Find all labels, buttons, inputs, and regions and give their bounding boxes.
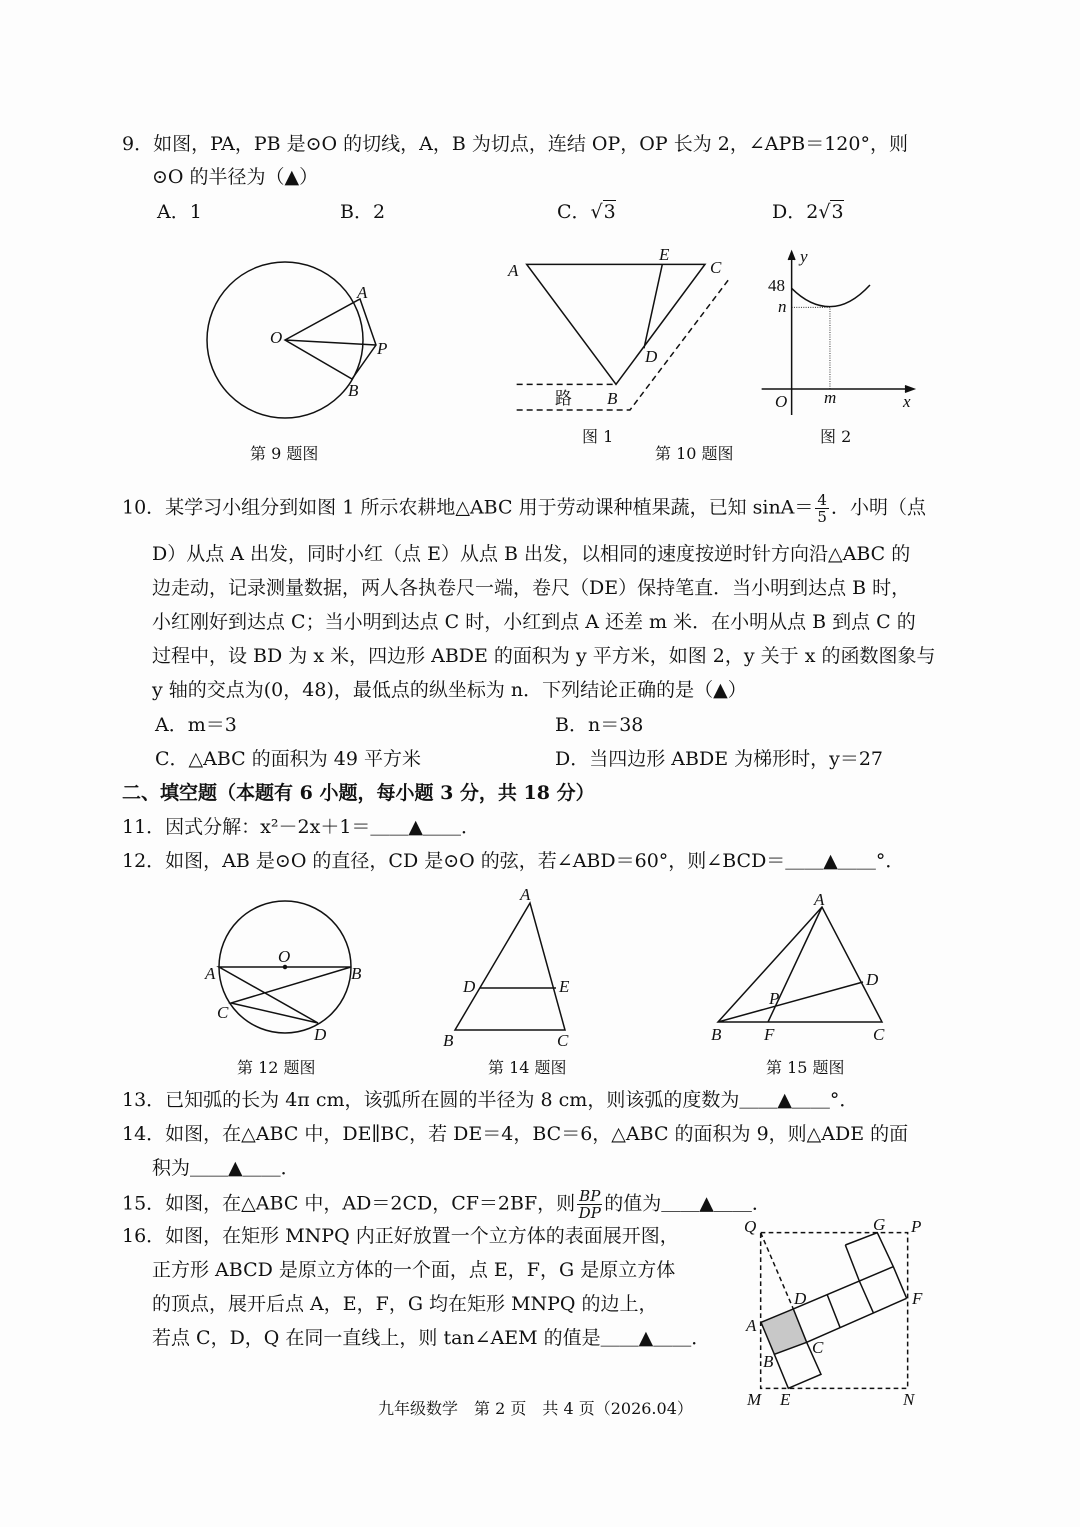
q10-option-c: C．△ABC 的面积为 49 平方米 bbox=[155, 748, 422, 770]
q10-line4: 小红刚好到达点 C；当小明到达点 C 时，小红到点 A 还差 m 米．在小明从点 B 到点 C 的 bbox=[152, 611, 916, 633]
q12-caption: 第 12 题图 bbox=[237, 1058, 316, 1077]
label-O: O bbox=[278, 947, 291, 966]
q10-line3: 边走动，记录测量数据，两人各执卷尺一端，卷尺（DE）保持笔直．当小明到达点 B 时， bbox=[152, 577, 911, 599]
label-y: y bbox=[800, 247, 808, 266]
q9-line2: ⊙O 的半径为（▲） bbox=[152, 166, 319, 188]
figure-q15 bbox=[711, 890, 885, 1044]
q9-caption: 第 9 题图 bbox=[250, 444, 319, 463]
q13: 13．已知弧的长为 4π cm，该弧所在圆的半径为 8 cm，则该弧的度数为＿＿▲＿＿°． bbox=[122, 1089, 859, 1111]
label-A: A bbox=[814, 890, 825, 909]
label-B: B bbox=[351, 964, 362, 983]
fraction bbox=[815, 492, 829, 525]
fraction bbox=[577, 1188, 602, 1221]
q16-line2: 正方形 ABCD 是原立方体的一个面，点 E，F，G 是原立方体 bbox=[152, 1259, 676, 1281]
label-E: E bbox=[780, 1390, 791, 1409]
q10-option-a: A．m＝3 bbox=[155, 714, 237, 736]
label-O: O bbox=[775, 392, 788, 411]
q14-line1: 14．如图，在△ABC 中，DE∥BC，若 DE＝4，BC＝6，△ABC 的面积为 9，则△ADE 的面 bbox=[122, 1123, 909, 1145]
q9-option-d: D．2√3 bbox=[772, 201, 844, 223]
numerator: BP bbox=[579, 1187, 601, 1205]
label-A: A bbox=[746, 1316, 757, 1335]
label-C: C bbox=[557, 1031, 569, 1050]
q9-option-c: C．√3 bbox=[557, 201, 616, 223]
label-48: 48 bbox=[768, 276, 785, 295]
q11: 11．因式分解：x²－2x＋1＝＿＿▲＿＿． bbox=[122, 816, 481, 838]
q10-line6: y 轴的交点为(0，48)，最低点的纵坐标为 n．下列结论正确的是（▲） bbox=[152, 679, 747, 701]
q15 bbox=[122, 1188, 771, 1221]
label-D: D bbox=[314, 1025, 327, 1044]
label-C: C bbox=[710, 258, 722, 277]
label-D: D bbox=[866, 970, 879, 989]
label-B: B bbox=[348, 381, 359, 400]
q9-line1: 9．如图，PA，PB 是⊙O 的切线，A，B 为切点，连结 OP，OP 长为 2，∠APB＝120°，则 bbox=[122, 133, 908, 155]
q10-line2: D）从点 A 出发，同时小红（点 E）从点 B 出发，以相同的速度按逆时针方向沿△ABC 的 bbox=[152, 543, 911, 565]
label-D: D bbox=[794, 1289, 807, 1308]
text: 10．某学习小组分到如图 1 所示农耕地△ABC 用于劳动课种植果蔬，已知 sinA＝ bbox=[122, 496, 814, 519]
label-road: 路 bbox=[555, 389, 572, 408]
label-C: C bbox=[217, 1003, 229, 1022]
q10-caption: 第 10 题图 bbox=[655, 444, 734, 463]
label-M: M bbox=[747, 1390, 762, 1409]
q14-line2: 积为＿＿▲＿＿． bbox=[152, 1157, 300, 1179]
q16-line3: 的顶点，展开后点 A，E，F，G 均在矩形 MNPQ 的边上， bbox=[152, 1293, 658, 1315]
figure-q9 bbox=[207, 262, 387, 418]
label-B: B bbox=[763, 1352, 774, 1371]
q12: 12．如图，AB 是⊙O 的直径，CD 是⊙O 的弦，若∠ABD＝60°，则∠BCD＝＿＿▲＿＿°． bbox=[122, 850, 905, 872]
text: ．小明（点 bbox=[830, 496, 926, 519]
denominator: 5 bbox=[817, 508, 827, 526]
q10-line1 bbox=[122, 492, 926, 525]
section-2-heading: 二、填空题（本题有 6 小题，每小题 3 分，共 18 分） bbox=[122, 782, 595, 804]
label-P: P bbox=[377, 339, 388, 358]
q10-option-b: B．n＝38 bbox=[555, 714, 644, 736]
figure-q10-1 bbox=[507, 245, 728, 410]
q16-line1: 16．如图，在矩形 MNPQ 内正好放置一个立方体的表面展开图， bbox=[122, 1225, 679, 1247]
label-A: A bbox=[205, 964, 216, 983]
label-O: O bbox=[270, 328, 283, 347]
label-P: P bbox=[769, 989, 780, 1008]
option-label: D．2 bbox=[772, 201, 819, 223]
label-C: C bbox=[873, 1025, 885, 1044]
label-G: G bbox=[873, 1215, 886, 1234]
q15-caption: 第 15 题图 bbox=[766, 1058, 845, 1077]
label-E: E bbox=[659, 245, 670, 264]
label-N: N bbox=[903, 1390, 915, 1409]
option-label: C． bbox=[557, 201, 591, 223]
q10-line5: 过程中，设 BD 为 x 米，四边形 ABDE 的面积为 y 平方米，如图 2，y 关于 x 的函数图象与 bbox=[152, 645, 936, 667]
q10-fig1-caption: 图 1 bbox=[582, 427, 614, 446]
label-A: A bbox=[520, 885, 531, 904]
q16-line4: 若点 C，D，Q 在同一直线上，则 tan∠AEM 的值是＿＿▲＿＿． bbox=[152, 1327, 711, 1349]
label-B: B bbox=[711, 1025, 722, 1044]
page-footer: 九年级数学 第 2 页 共 4 页（2026.04） bbox=[378, 1399, 693, 1418]
label-F: F bbox=[912, 1289, 923, 1308]
label-B: B bbox=[607, 389, 618, 408]
label-C: C bbox=[812, 1338, 824, 1357]
sqrt-value: 3 bbox=[831, 201, 844, 223]
q10-option-d: D．当四边形 ABDE 为梯形时，y＝27 bbox=[555, 748, 884, 770]
figure-q10-2 bbox=[762, 247, 914, 415]
label-D: D bbox=[645, 347, 658, 366]
numerator: 4 bbox=[817, 491, 827, 509]
figure-q16 bbox=[744, 1215, 923, 1409]
label-F: F bbox=[764, 1025, 775, 1044]
label-Q: Q bbox=[744, 1217, 757, 1236]
q9-option-b: B．2 bbox=[340, 201, 386, 223]
label-P: P bbox=[911, 1217, 922, 1236]
text: 15．如图，在△ABC 中，AD＝2CD，CF＝2BF，则 bbox=[122, 1192, 576, 1215]
q9-option-a: A．1 bbox=[157, 201, 202, 223]
label-x: x bbox=[903, 392, 911, 411]
sqrt-value: 3 bbox=[603, 201, 616, 223]
label-n: n bbox=[778, 297, 787, 316]
label-B: B bbox=[443, 1031, 454, 1050]
label-A: A bbox=[508, 261, 519, 280]
q10-fig2-caption: 图 2 bbox=[820, 427, 852, 446]
label-m: m bbox=[824, 388, 837, 407]
figure-q14 bbox=[443, 885, 570, 1050]
q14-caption: 第 14 题图 bbox=[488, 1058, 567, 1077]
label-E: E bbox=[559, 977, 570, 996]
denominator: DP bbox=[578, 1204, 601, 1222]
label-D: D bbox=[463, 977, 476, 996]
label-A: A bbox=[357, 283, 368, 302]
text: 的值为＿＿▲＿＿． bbox=[604, 1192, 771, 1215]
figure-q12 bbox=[204, 901, 362, 1044]
